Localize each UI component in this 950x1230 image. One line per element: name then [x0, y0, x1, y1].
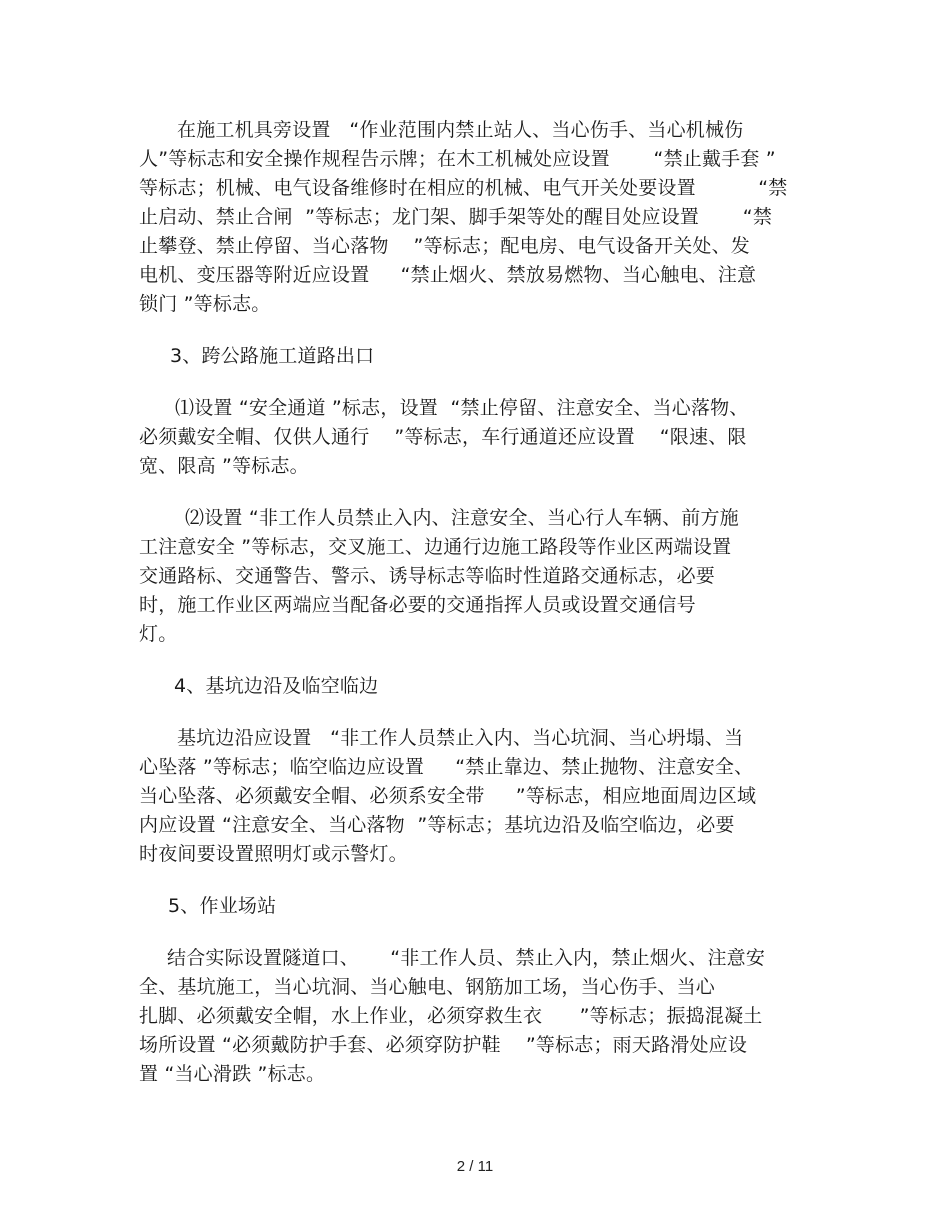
text-line: 锁门 ”等标志。: [139, 293, 271, 315]
text-line: 人”等标志和安全操作规程告示牌；在木工机械处应设置 “禁止戴手套 ”: [139, 148, 776, 170]
text-line: 电机、变压器等附近应设置 “禁止烟火、禁放易燃物、当心触电、注意: [139, 264, 757, 286]
text-line: 止攀登、禁止停留、当心落物 ”等标志；配电房、电气设备开关处、发: [139, 235, 751, 257]
text-line: 结合实际设置隧道口、 “非工作人员、禁止入内，禁止烟火、注意安: [167, 947, 766, 969]
text-line: 止启动、禁止合闸 ”等标志；龙门架、脚手架等处的醒目处应设置 “禁: [139, 206, 773, 228]
text-line: ⑴设置 “安全通道 ”标志，设置 “禁止停留、注意安全、当心落物、: [175, 397, 749, 419]
section-heading: 5、作业场站: [168, 895, 277, 917]
text-line: 等标志；机械、电气设备维修时在相应的机械、电气开关处要设置 “禁: [139, 177, 788, 199]
text-line: ⑵设置 “非工作人员禁止入内、注意安全、当心行人车辆、前方施: [185, 507, 739, 529]
text-line: 心坠落 ”等标志；临空临边应设置 “禁止靠边、禁止抛物、注意安全、: [139, 756, 754, 778]
text-line: 必须戴安全帽、仅供人通行 ”等标志，车行通道还应设置 “限速、限: [139, 426, 747, 448]
text-line: 灯。: [139, 623, 178, 645]
section-heading: 3、跨公路施工道路出口: [170, 345, 375, 367]
text-line: 在施工机具旁设置 “作业范围内禁止站人、当心伤手、当心机械伤: [177, 119, 744, 141]
text-line: 工注意安全 ”等标志，交叉施工、边通行边施工路段等作业区两端设置: [139, 536, 732, 558]
text-line: 宽、限高 ”等标志。: [139, 455, 309, 477]
text-line: 交通路标、交通警告、警示、诱导标志等临时性道路交通标志，必要: [139, 565, 716, 587]
text-line: 扎脚、必须戴安全帽，水上作业，必须穿救生衣 ”等标志；振捣混凝土: [139, 1005, 763, 1027]
text-line: 当心坠落、必须戴安全帽、必须系安全带 ”等标志，相应地面周边区域: [139, 785, 757, 807]
text-line: 内应设置 “注意安全、当心落物 ”等标志；基坑边沿及临空临边，必要: [139, 814, 735, 836]
text-line: 场所设置 “必须戴防护手套、必须穿防护鞋 ”等标志；雨天路滑处应设: [139, 1034, 748, 1056]
section-heading: 4、基坑边沿及临空临边: [174, 675, 379, 697]
page-number: 2 / 11: [456, 1158, 494, 1175]
text-line: 时，施工作业区两端应当配备必要的交通指挥人员或设置交通信号: [139, 594, 696, 616]
text-line: 置 “当心滑跌 ”标志。: [139, 1063, 326, 1085]
text-line: 全、基坑施工，当心坑洞、当心触电、钢筋加工场，当心伤手、当心: [139, 976, 716, 998]
text-line: 时夜间要设置照明灯或示警灯。: [139, 843, 408, 865]
text-line: 基坑边沿应设置 “非工作人员禁止入内、当心坑洞、当心坍塌、当: [177, 727, 744, 749]
